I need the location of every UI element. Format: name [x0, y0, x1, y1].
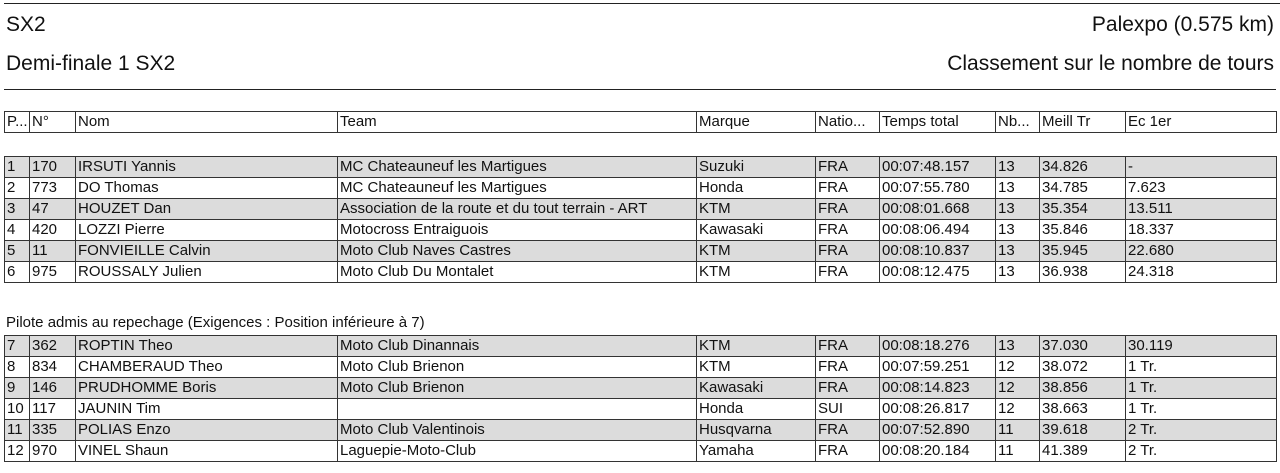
cell-gap-leader: 1 Tr. [1126, 357, 1277, 378]
cell-team: Moto Club Naves Castres [338, 241, 697, 262]
cell-brand: Suzuki [697, 157, 816, 178]
cell-name: DO Thomas [76, 178, 338, 199]
cell-position: 12 [5, 441, 30, 462]
cell-gap-leader: 13.511 [1126, 199, 1277, 220]
cell-total-time: 00:08:06.494 [880, 220, 996, 241]
venue-label: Palexpo (0.575 km) [1091, 13, 1274, 36]
cell-name: PRUDHOMME Boris [76, 378, 338, 399]
cell-position: 9 [5, 378, 30, 399]
cell-laps: 12 [996, 378, 1040, 399]
table-row [5, 199, 1277, 220]
column-header-position: P... [5, 112, 30, 133]
cell-position: 3 [5, 199, 30, 220]
column-header-laps: Nb... [996, 112, 1040, 133]
cell-laps: 13 [996, 262, 1040, 283]
column-header-number: N° [30, 112, 76, 133]
cell-laps: 13 [996, 241, 1040, 262]
cell-team: Moto Club Valentinois [338, 420, 697, 441]
table-row [5, 241, 1277, 262]
table-row [5, 262, 1277, 283]
cell-gap-leader: 30.119 [1126, 336, 1277, 357]
ranking-mode-label: Classement sur le nombre de tours [947, 52, 1274, 75]
column-header-gap-leader: Ec 1er [1126, 112, 1277, 133]
cell-nation: FRA [816, 241, 880, 262]
table-row [5, 157, 1277, 178]
cell-gap-leader: 2 Tr. [1126, 441, 1277, 462]
table-row [5, 220, 1277, 241]
cell-brand: Kawasaki [697, 220, 816, 241]
cell-total-time: 00:07:52.890 [880, 420, 996, 441]
cell-total-time: 00:07:59.251 [880, 357, 996, 378]
cell-nation: FRA [816, 336, 880, 357]
cell-best-lap: 35.354 [1040, 199, 1126, 220]
cell-best-lap: 41.389 [1040, 441, 1126, 462]
cell-best-lap: 34.785 [1040, 178, 1126, 199]
cell-best-lap: 35.945 [1040, 241, 1126, 262]
cell-total-time: 00:08:20.184 [880, 441, 996, 462]
repechage-note: Pilote admis au repechage (Exigences : Position inférieure à 7) [6, 314, 425, 331]
cell-name: LOZZI Pierre [76, 220, 338, 241]
cell-name: HOUZET Dan [76, 199, 338, 220]
cell-team: MC Chateauneuf les Martigues [338, 178, 697, 199]
table-row [5, 441, 1277, 462]
cell-nation: FRA [816, 378, 880, 399]
cell-number: 11 [30, 241, 76, 262]
column-header-total-time: Temps total [880, 112, 996, 133]
cell-best-lap: 38.072 [1040, 357, 1126, 378]
cell-name: JAUNIN Tim [76, 399, 338, 420]
cell-name: IRSUTI Yannis [76, 157, 338, 178]
cell-best-lap: 38.856 [1040, 378, 1126, 399]
table-row [5, 357, 1277, 378]
cell-position: 6 [5, 262, 30, 283]
cell-brand: KTM [697, 336, 816, 357]
cell-laps: 11 [996, 441, 1040, 462]
cell-brand: KTM [697, 199, 816, 220]
cell-total-time: 00:07:48.157 [880, 157, 996, 178]
top-rule [4, 3, 1280, 4]
column-header-best-lap: Meill Tr [1040, 112, 1126, 133]
cell-position: 5 [5, 241, 30, 262]
cell-number: 335 [30, 420, 76, 441]
cell-laps: 13 [996, 220, 1040, 241]
cell-best-lap: 37.030 [1040, 336, 1126, 357]
cell-nation: FRA [816, 262, 880, 283]
cell-position: 4 [5, 220, 30, 241]
qualified-results-table [4, 156, 1277, 283]
cell-gap-leader: 24.318 [1126, 262, 1277, 283]
cell-laps: 13 [996, 178, 1040, 199]
cell-laps: 13 [996, 157, 1040, 178]
cell-team: Association de la route et du tout terrain - ART [338, 199, 697, 220]
cell-nation: FRA [816, 420, 880, 441]
cell-position: 2 [5, 178, 30, 199]
cell-best-lap: 34.826 [1040, 157, 1126, 178]
cell-brand: KTM [697, 241, 816, 262]
cell-nation: FRA [816, 357, 880, 378]
cell-total-time: 00:07:55.780 [880, 178, 996, 199]
cell-brand: Yamaha [697, 441, 816, 462]
cell-gap-leader: 1 Tr. [1126, 399, 1277, 420]
cell-number: 170 [30, 157, 76, 178]
cell-best-lap: 38.663 [1040, 399, 1126, 420]
column-header-brand: Marque [697, 112, 816, 133]
cell-team: Moto Club Brienon [338, 357, 697, 378]
cell-team [338, 399, 697, 420]
cell-name: POLIAS Enzo [76, 420, 338, 441]
cell-laps: 13 [996, 199, 1040, 220]
cell-laps: 12 [996, 357, 1040, 378]
cell-position: 8 [5, 357, 30, 378]
cell-position: 7 [5, 336, 30, 357]
cell-laps: 13 [996, 336, 1040, 357]
category-title: SX2 [6, 13, 46, 36]
cell-team: Moto Club Du Montalet [338, 262, 697, 283]
table-row [5, 420, 1277, 441]
column-header-nation: Natio... [816, 112, 880, 133]
cell-number: 146 [30, 378, 76, 399]
cell-brand: Husqvarna [697, 420, 816, 441]
column-header-name: Nom [76, 112, 338, 133]
cell-number: 970 [30, 441, 76, 462]
cell-total-time: 00:08:10.837 [880, 241, 996, 262]
cell-nation: FRA [816, 178, 880, 199]
results-header-table [4, 111, 1277, 133]
cell-name: VINEL Shaun [76, 441, 338, 462]
column-header-row [5, 112, 1277, 133]
cell-gap-leader: 1 Tr. [1126, 378, 1277, 399]
cell-gap-leader: 22.680 [1126, 241, 1277, 262]
cell-number: 117 [30, 399, 76, 420]
cell-brand: Honda [697, 178, 816, 199]
header-divider [4, 89, 1276, 90]
cell-best-lap: 35.846 [1040, 220, 1126, 241]
table-row [5, 336, 1277, 357]
repechage-results-table [4, 335, 1277, 462]
cell-number: 47 [30, 199, 76, 220]
cell-laps: 11 [996, 420, 1040, 441]
cell-best-lap: 36.938 [1040, 262, 1126, 283]
table-row [5, 378, 1277, 399]
cell-total-time: 00:08:26.817 [880, 399, 996, 420]
table-row [5, 178, 1277, 199]
cell-name: FONVIEILLE Calvin [76, 241, 338, 262]
cell-number: 773 [30, 178, 76, 199]
cell-gap-leader: - [1126, 157, 1277, 178]
cell-name: ROPTIN Theo [76, 336, 338, 357]
cell-gap-leader: 2 Tr. [1126, 420, 1277, 441]
cell-team: Motocross Entraiguois [338, 220, 697, 241]
cell-total-time: 00:08:14.823 [880, 378, 996, 399]
cell-number: 362 [30, 336, 76, 357]
cell-position: 11 [5, 420, 30, 441]
cell-brand: KTM [697, 262, 816, 283]
cell-position: 10 [5, 399, 30, 420]
cell-total-time: 00:08:01.668 [880, 199, 996, 220]
cell-nation: FRA [816, 157, 880, 178]
column-header-team: Team [338, 112, 697, 133]
cell-number: 420 [30, 220, 76, 241]
cell-nation: FRA [816, 220, 880, 241]
table-row [5, 399, 1277, 420]
cell-total-time: 00:08:18.276 [880, 336, 996, 357]
cell-total-time: 00:08:12.475 [880, 262, 996, 283]
cell-number: 975 [30, 262, 76, 283]
cell-position: 1 [5, 157, 30, 178]
cell-brand: Honda [697, 399, 816, 420]
cell-team: Laguepie-Moto-Club [338, 441, 697, 462]
race-title: Demi-finale 1 SX2 [6, 52, 176, 75]
cell-number: 834 [30, 357, 76, 378]
cell-brand: KTM [697, 357, 816, 378]
cell-name: ROUSSALY Julien [76, 262, 338, 283]
cell-team: MC Chateauneuf les Martigues [338, 157, 697, 178]
cell-laps: 12 [996, 399, 1040, 420]
cell-gap-leader: 18.337 [1126, 220, 1277, 241]
cell-team: Moto Club Brienon [338, 378, 697, 399]
cell-brand: Kawasaki [697, 378, 816, 399]
cell-best-lap: 39.618 [1040, 420, 1126, 441]
cell-nation: FRA [816, 199, 880, 220]
cell-team: Moto Club Dinannais [338, 336, 697, 357]
cell-nation: FRA [816, 441, 880, 462]
cell-name: CHAMBERAUD Theo [76, 357, 338, 378]
cell-gap-leader: 7.623 [1126, 178, 1277, 199]
cell-nation: SUI [816, 399, 880, 420]
